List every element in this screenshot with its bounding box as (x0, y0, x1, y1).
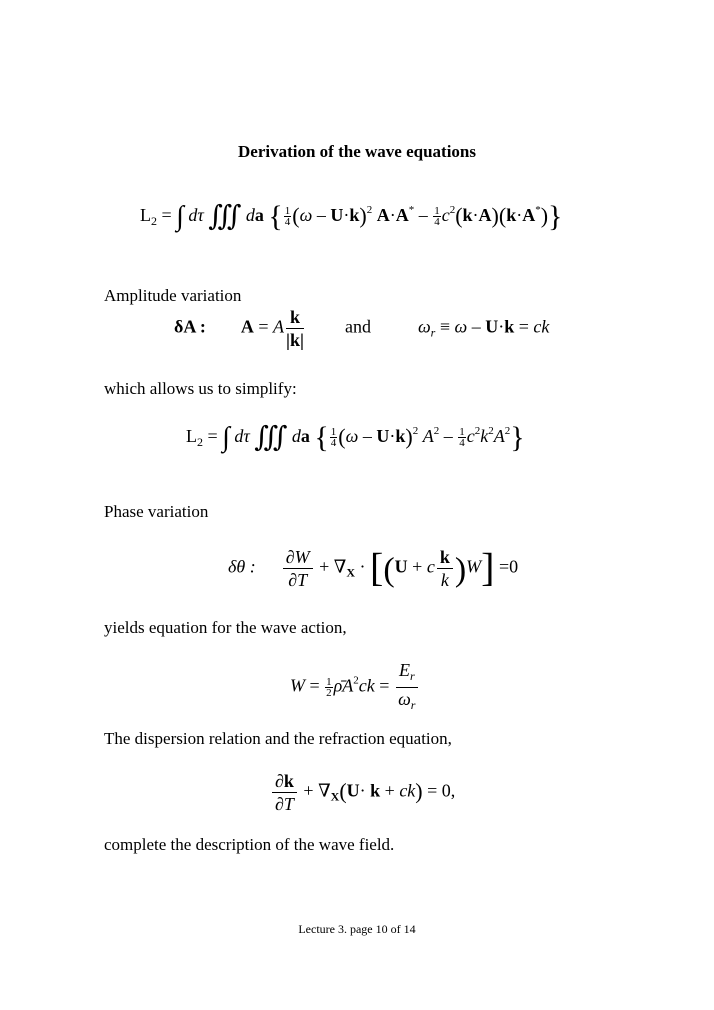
eq-symbol: ck (533, 316, 550, 337)
eq-symbol: a (300, 426, 310, 446)
eq-symbol: a (254, 205, 264, 225)
paragraph-wave-action: yields equation for the wave action, (104, 618, 347, 637)
eq-symbol: U (346, 780, 360, 801)
left-bracket: [ (370, 544, 384, 590)
eq-symbol: c (426, 556, 435, 577)
eq-symbol: – (443, 426, 453, 446)
fraction-quarter: $\frac{1}{4}$ (284, 205, 291, 229)
left-paren: ( (383, 551, 395, 589)
eq-symbol: U (330, 205, 344, 225)
eq-symbol: L (140, 205, 151, 225)
eq-symbol: 2 (504, 425, 511, 437)
eq-symbol: dτ (234, 426, 250, 446)
eq-symbol: = (309, 675, 320, 696)
eq-symbol: + (303, 780, 314, 801)
eq-symbol: , (450, 780, 456, 801)
eq-symbol: k (480, 426, 489, 446)
eq-symbol: · (472, 205, 479, 225)
fraction-quarter: $\frac{1}{4}$ (434, 205, 440, 229)
fraction-Er-over-omega-r: $\frac{E_r}{\omega_r}$ (396, 659, 418, 716)
equation-phase (228, 546, 518, 591)
triple-integral-sign: ∭ (254, 422, 288, 453)
paragraph-simplify: which allows us to simplify: (104, 379, 297, 398)
eq-symbol: 2 (151, 214, 157, 228)
paragraph-amplitude: Amplitude variation (104, 286, 242, 305)
eq-symbol: δθ : (228, 556, 256, 577)
eq-symbol: dτ (188, 205, 204, 225)
eq-symbol: 2 (474, 425, 481, 437)
right-paren: ) (454, 551, 467, 589)
eq-symbol: = (498, 556, 510, 577)
eq-symbol: ( (339, 778, 347, 804)
integral-sign: ∫ (176, 201, 184, 232)
eq-symbol: + (412, 556, 423, 577)
paragraph-complete: complete the description of the wave field. (104, 835, 395, 854)
eq-symbol: ( (455, 203, 463, 228)
eq-symbol: · (498, 316, 505, 337)
fraction-dW-dT: $\frac{\partial W}{\partial T}$ (283, 546, 313, 591)
eq-symbol: k (370, 780, 381, 801)
eq-symbol: c (441, 205, 450, 225)
eq-symbol: 0 (509, 556, 519, 577)
page-footer: Lecture 3. page 10 of 14 (298, 922, 416, 936)
eq-symbol: ck (358, 675, 375, 696)
eq-symbol: W (466, 556, 482, 577)
right-brace: } (510, 421, 525, 454)
equation-refraction (270, 770, 455, 815)
eq-symbol: A (240, 316, 254, 337)
fraction-k-over-k: $\frac{k}{k}$ (437, 546, 453, 591)
nabla-symbol: ∇ (318, 780, 331, 801)
eq-symbol: 2 (488, 425, 494, 437)
eq-symbol: d (245, 205, 255, 225)
eq-symbol: k (349, 205, 360, 225)
eq-symbol: k (462, 205, 473, 225)
fraction-k-over-abs-k: $\frac{k}{|k|}$ (286, 307, 304, 350)
eq-symbol: 2 (449, 204, 456, 216)
eq-symbol: = (518, 316, 529, 337)
eq-symbol: · (389, 205, 396, 225)
eq-symbol: 2 (366, 204, 373, 216)
right-brace: } (548, 200, 563, 233)
eq-symbol: r (430, 325, 436, 340)
equation-lagrangian-full (140, 200, 563, 233)
eq-symbol: ) (540, 203, 549, 228)
eq-symbol: = (379, 675, 390, 696)
eq-symbol: A (376, 205, 390, 225)
fraction-half: $\frac{1}{2}$ (326, 676, 332, 699)
paragraph-dispersion: The dispersion relation and the refraction equation, (104, 729, 452, 748)
eq-symbol: * (408, 204, 415, 216)
eq-symbol: A (342, 675, 354, 696)
equation-amplitude (174, 306, 549, 351)
eq-symbol: – (471, 316, 481, 337)
eq-symbol: ω (299, 205, 313, 225)
eq-symbol: – (362, 426, 372, 446)
eq-symbol: 2 (433, 425, 440, 437)
eq-symbol: = (207, 426, 218, 446)
eq-symbol: + (319, 556, 330, 577)
eq-symbol: ) (359, 203, 367, 228)
eq-symbol: k (395, 426, 406, 446)
left-brace: { (314, 421, 329, 454)
eq-symbol: U (394, 556, 408, 577)
eq-symbol: X (346, 565, 355, 580)
right-bracket: ] (481, 544, 495, 590)
eq-symbol: U (485, 316, 499, 337)
and-word: and (344, 316, 371, 337)
nabla-symbol: ∇ (333, 556, 347, 577)
eq-symbol: d (291, 426, 301, 446)
eq-symbol: ( (338, 424, 346, 449)
fraction-dk-dT: $\frac{\partial k}{\partial T}$ (272, 770, 297, 815)
fraction-quarter: $\frac{1}{4}$ (459, 426, 465, 450)
eq-symbol: ck (399, 780, 416, 801)
page-title: Derivation of the wave equations (238, 142, 476, 161)
eq-symbol: = (427, 780, 438, 801)
equation-wave-action (290, 659, 420, 716)
eq-symbol: ω (345, 426, 359, 446)
eq-symbol: k (506, 205, 517, 225)
integral-sign: ∫ (222, 422, 230, 453)
eq-symbol: A (478, 205, 492, 225)
eq-symbol: W (290, 675, 305, 696)
paragraph-phase: Phase variation (104, 502, 209, 521)
eq-symbol: k (504, 316, 515, 337)
eq-symbol: δA : (174, 316, 206, 337)
eq-symbol: · (359, 556, 366, 577)
eq-symbol: ) (491, 203, 499, 228)
eq-symbol: – (418, 205, 428, 225)
triple-integral-sign: ∭ (208, 201, 242, 232)
eq-symbol: 0 (441, 780, 451, 801)
eq-symbol: X (330, 789, 340, 804)
eq-symbol: · (359, 780, 366, 801)
eq-symbol: ω (417, 316, 431, 337)
eq-symbol: · (343, 205, 350, 225)
eq-symbol: ≡ (439, 316, 450, 337)
eq-symbol: * (535, 204, 541, 216)
eq-symbol: L (186, 426, 197, 446)
eq-symbol: ( (498, 203, 507, 228)
eq-symbol: A (273, 316, 284, 337)
eq-symbol: · (389, 426, 396, 446)
eq-symbol: c (466, 426, 475, 446)
eq-symbol: ρ̄ (333, 675, 343, 696)
eq-symbol: 2 (197, 435, 203, 449)
eq-symbol: · (516, 205, 523, 225)
eq-symbol: – (316, 205, 326, 225)
eq-symbol: A (395, 205, 409, 225)
eq-symbol: = (258, 316, 269, 337)
eq-symbol: 2 (353, 674, 359, 687)
eq-symbol: ) (405, 424, 413, 449)
equation-lagrangian-simplified (186, 421, 525, 454)
eq-symbol: ( (292, 203, 300, 228)
eq-symbol: A (493, 426, 505, 446)
eq-symbol: = (161, 205, 172, 225)
eq-symbol: ω (454, 316, 468, 337)
fraction-quarter: $\frac{1}{4}$ (330, 426, 337, 450)
eq-symbol: + (384, 780, 395, 801)
eq-symbol: U (376, 426, 390, 446)
eq-symbol: A (422, 426, 434, 446)
eq-symbol: 2 (412, 425, 419, 437)
left-brace: { (268, 200, 283, 233)
eq-symbol: A (522, 205, 536, 225)
eq-symbol: ) (415, 778, 423, 804)
